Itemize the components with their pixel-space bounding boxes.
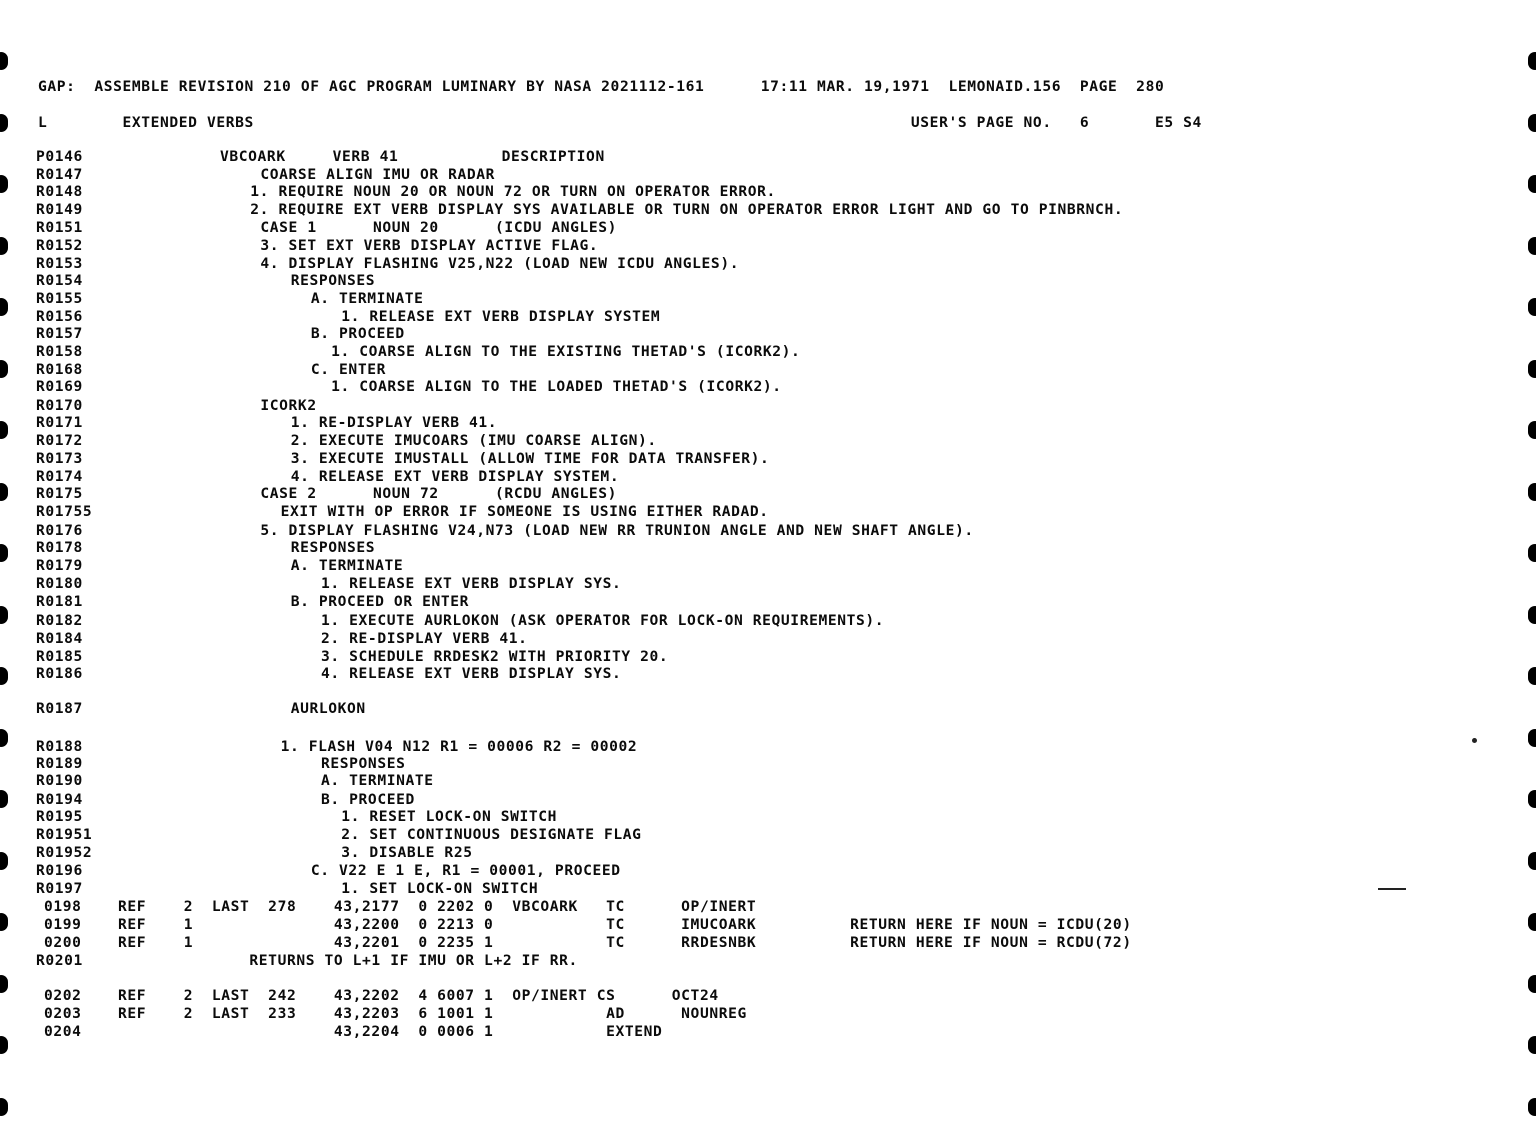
feed-hole (1528, 544, 1536, 562)
feed-hole (1528, 483, 1536, 501)
line-number: R01951 (36, 826, 93, 843)
listing-text: A. TERMINATE (310, 290, 424, 307)
feed-hole (0, 421, 8, 439)
feed-hole (1528, 852, 1536, 870)
feed-hole (0, 360, 8, 378)
feed-hole (0, 544, 8, 562)
feed-hole (0, 667, 8, 685)
feed-hole (0, 606, 8, 624)
listing-text: B. PROCEED (321, 791, 415, 808)
listing-text: A. TERMINATE (290, 557, 404, 574)
code-line: REF 2 LAST 278 43,2177 0 2202 0 VBCOARK TC OP/INERT (118, 898, 757, 915)
line-number: R0152 (36, 237, 83, 254)
line-number: R0172 (36, 432, 83, 449)
listing-text: RESPONSES (321, 755, 406, 772)
feed-hole (1528, 114, 1536, 132)
feed-hole (0, 913, 8, 931)
listing-text: 2. REQUIRE EXT VERB DISPLAY SYS AVAILABLE OR TURN ON OPERATOR ERROR LIGHT AND GO TO PINBRNCH. (250, 201, 1124, 218)
line-number: R0157 (36, 325, 83, 342)
line-number: R0174 (36, 468, 83, 485)
line-number: R0190 (36, 772, 83, 789)
line-number: 0204 (44, 1023, 82, 1040)
line-number: R0176 (36, 522, 83, 539)
line-number: R0151 (36, 219, 83, 236)
listing-text: EXIT WITH OP ERROR IF SOMEONE IS USING EITHER RADAD. (280, 503, 769, 520)
code-line: REF 2 LAST 233 43,2203 6 1001 1 AD NOUNREG (118, 1005, 747, 1022)
code-line: REF 1 43,2201 0 2235 1 TC RRDESNBK RETURN HERE IF NOUN = RCDU(72) (118, 934, 1132, 951)
right-tractor-feed-holes (1516, 0, 1536, 1138)
listing-text: A. TERMINATE (321, 772, 434, 789)
line-number: R0195 (36, 808, 83, 825)
listing-text: 1. RELEASE EXT VERB DISPLAY SYSTEM (341, 308, 661, 325)
line-number: R0170 (36, 397, 83, 414)
feed-hole (1528, 421, 1536, 439)
print-speck (1472, 738, 1477, 743)
line-number: R0158 (36, 343, 83, 360)
line-number: 0203 (44, 1005, 82, 1022)
listing-text: ICORK2 (260, 397, 317, 414)
line-number: R0194 (36, 791, 83, 808)
feed-hole (0, 1098, 8, 1116)
listing-text: 1. RE-DISPLAY VERB 41. (290, 414, 498, 431)
line-number: R0181 (36, 593, 83, 610)
code-line: REF 1 43,2200 0 2213 0 TC IMUCOARK RETURN HERE IF NOUN = ICDU(20) (118, 916, 1132, 933)
code-line: REF 2 LAST 242 43,2202 4 6007 1 OP/INERT CS OCT24 (118, 987, 719, 1004)
listing-text: AURLOKON (290, 700, 366, 717)
line-number: 0198 (44, 898, 82, 915)
line-number: R0156 (36, 308, 83, 325)
listing-text: 2. RE-DISPLAY VERB 41. (321, 630, 528, 647)
line-number: R0186 (36, 665, 83, 682)
listing-text: C. V22 E 1 E, R1 = 00001, PROCEED (310, 862, 621, 879)
feed-hole (1528, 606, 1536, 624)
line-number: R0175 (36, 485, 83, 502)
listing-text: RESPONSES (290, 539, 376, 556)
listing-text: 4. RELEASE EXT VERB DISPLAY SYS. (321, 665, 622, 682)
listing-text: 1. COARSE ALIGN TO THE EXISTING THETAD'S (ICORK2). (331, 343, 801, 360)
line-number: R0173 (36, 450, 83, 467)
header-line: GAP: ASSEMBLE REVISION 210 OF AGC PROGRAM LUMINARY BY NASA 2021112-161 17:11 MAR. 19,1971 LEMONAID.156 PAGE 280 (38, 78, 1165, 95)
listing-text: B. PROCEED OR ENTER (290, 593, 470, 610)
line-number: R01755 (36, 503, 93, 520)
listing-text: 3. EXECUTE IMUSTALL (ALLOW TIME FOR DATA TRANSFER). (290, 450, 770, 467)
code-line: 43,2204 0 0006 1 EXTEND (118, 1023, 663, 1040)
listing-text: RESPONSES (290, 272, 376, 289)
line-number: 0202 (44, 987, 82, 1004)
feed-hole (0, 114, 8, 132)
print-mark (1378, 888, 1406, 890)
line-number: R0155 (36, 290, 83, 307)
feed-hole (0, 298, 8, 316)
feed-hole (1528, 175, 1536, 193)
line-number: R0182 (36, 612, 83, 629)
listing-text: 1. COARSE ALIGN TO THE LOADED THETAD'S (ICORK2). (331, 378, 782, 395)
line-number: R0201 (36, 952, 83, 969)
listing-text: 3. SCHEDULE RRDESK2 WITH PRIORITY 20. (321, 648, 669, 665)
listing-text: 1. RESET LOCK-ON SWITCH (341, 808, 558, 825)
feed-hole (0, 852, 8, 870)
feed-hole (0, 52, 8, 70)
line-number: R0168 (36, 361, 83, 378)
listing-text: 1. SET LOCK-ON SWITCH (341, 880, 539, 897)
feed-hole (1528, 1036, 1536, 1054)
line-number: R0184 (36, 630, 83, 647)
feed-hole (0, 975, 8, 993)
line-number: R0197 (36, 880, 83, 897)
line-number: R0187 (36, 700, 83, 717)
feed-hole (0, 790, 8, 808)
line-number: R0171 (36, 414, 83, 431)
feed-hole (1528, 913, 1536, 931)
feed-hole (1528, 975, 1536, 993)
line-number: R0180 (36, 575, 83, 592)
feed-hole (1528, 790, 1536, 808)
listing-text: 1. REQUIRE NOUN 20 OR NOUN 72 OR TURN ON OPERATOR ERROR. (250, 183, 776, 200)
feed-hole (1528, 729, 1536, 747)
listing-text: 3. SET EXT VERB DISPLAY ACTIVE FLAG. (260, 237, 599, 254)
feed-hole (0, 1036, 8, 1054)
line-number: R0178 (36, 539, 83, 556)
listing-text: 1. FLASH V04 N12 R1 = 00006 R2 = 00002 (280, 738, 638, 755)
feed-hole (1528, 52, 1536, 70)
line-number: 0199 (44, 916, 82, 933)
listing-text: 2. EXECUTE IMUCOARS (IMU COARSE ALIGN). (290, 432, 657, 449)
line-number: R0196 (36, 862, 83, 879)
listing-text: 4. RELEASE EXT VERB DISPLAY SYSTEM. (290, 468, 620, 485)
left-tractor-feed-holes (0, 0, 20, 1138)
listing-text: B. PROCEED (310, 325, 405, 342)
subheader-line: L EXTENDED VERBS USER'S PAGE NO. 6 E5 S4 (38, 114, 1202, 131)
line-number: R0185 (36, 648, 83, 665)
listing-text: C. ENTER (310, 361, 386, 378)
line-number: R01952 (36, 844, 93, 861)
feed-hole (0, 175, 8, 193)
feed-hole (1528, 1098, 1536, 1116)
line-number: R0179 (36, 557, 83, 574)
listing-text: 2. SET CONTINUOUS DESIGNATE FLAG (341, 826, 642, 843)
feed-hole (0, 729, 8, 747)
feed-hole (0, 483, 8, 501)
listing-text: 3. DISABLE R25 (341, 844, 473, 861)
line-number: R0148 (36, 183, 83, 200)
line-number: R0149 (36, 201, 83, 218)
line-number: 0200 (44, 934, 82, 951)
line-number: R0154 (36, 272, 83, 289)
listing-text: CASE 1 NOUN 20 (ICDU ANGLES) (260, 219, 618, 236)
feed-hole (1528, 360, 1536, 378)
code-line: RETURNS TO L+1 IF IMU OR L+2 IF RR. (118, 952, 578, 969)
feed-hole (1528, 237, 1536, 255)
line-number: R0147 (36, 166, 83, 183)
listing-text: CASE 2 NOUN 72 (RCDU ANGLES) (260, 485, 618, 502)
line-number: R0189 (36, 755, 83, 772)
feed-hole (1528, 298, 1536, 316)
listing-text: VBCOARK VERB 41 DESCRIPTION (220, 148, 605, 165)
listing-text: 1. RELEASE EXT VERB DISPLAY SYS. (321, 575, 622, 592)
feed-hole (1528, 667, 1536, 685)
line-number: R0169 (36, 378, 83, 395)
line-number: R0153 (36, 255, 83, 272)
listing-text: 4. DISPLAY FLASHING V25,N22 (LOAD NEW ICDU ANGLES). (260, 255, 740, 272)
line-number: P0146 (36, 148, 83, 165)
line-number: R0188 (36, 738, 83, 755)
listing-text: 5. DISPLAY FLASHING V24,N73 (LOAD NEW RR TRUNION ANGLE AND NEW SHAFT ANGLE). (260, 522, 974, 539)
listing-text: COARSE ALIGN IMU OR RADAR (260, 166, 496, 183)
feed-hole (0, 237, 8, 255)
listing-text: 1. EXECUTE AURLOKON (ASK OPERATOR FOR LOCK-ON REQUIREMENTS). (321, 612, 885, 629)
